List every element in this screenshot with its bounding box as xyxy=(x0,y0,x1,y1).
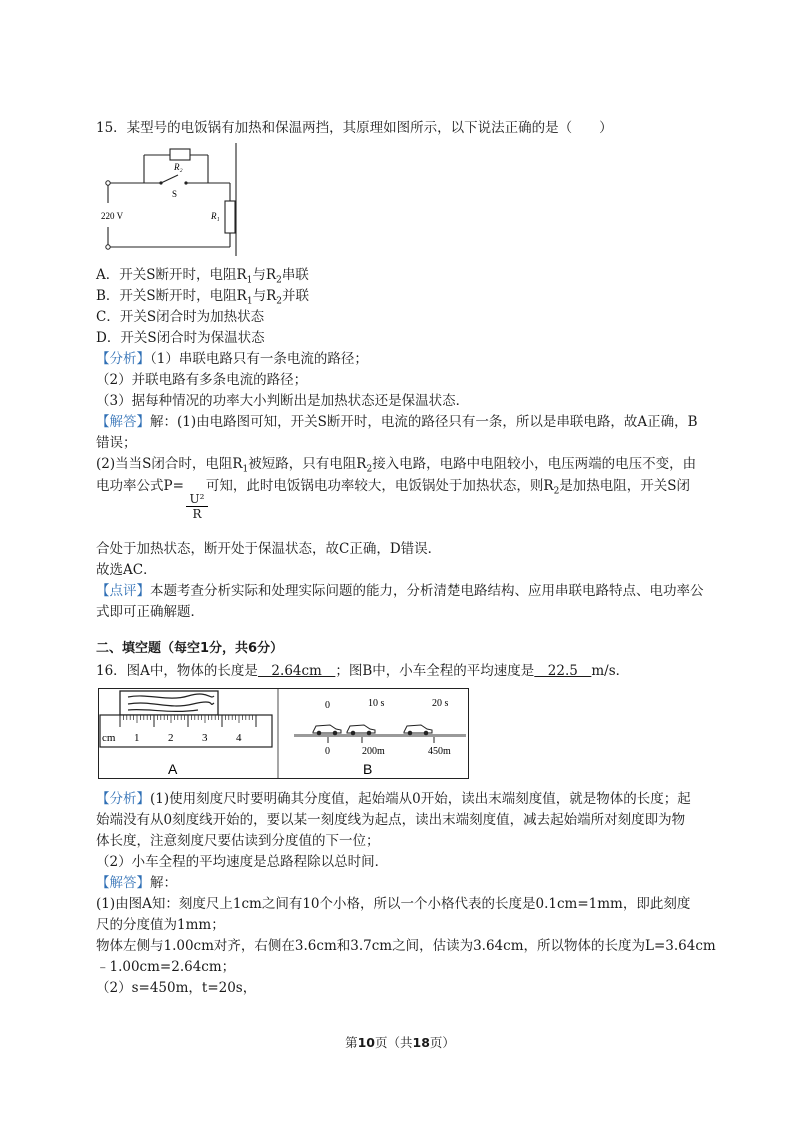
answer-blank-2: 22.5 xyxy=(534,663,592,679)
section-heading: 二、填空题（每空1分，共6分） xyxy=(96,641,284,656)
option-c: C．开关S闭合时为加热状态 xyxy=(96,309,265,325)
time-20s: 20 s xyxy=(432,698,449,709)
circuit-diagram xyxy=(98,143,240,258)
q16-solution-head: 【解答】解： xyxy=(96,875,177,891)
q15-solution-6: 故选AC． xyxy=(96,562,157,578)
q16-analysis-1: 【分析】(1)使用刻度尺时要明确其分度值，起始端从0开始，读出末端刻度值，就是物体的长度；起 xyxy=(96,791,691,807)
dist-200m: 200m xyxy=(362,746,385,757)
time-0: 0 xyxy=(325,700,330,711)
ruler-tick-4: 4 xyxy=(236,732,242,744)
figure-b-label: B xyxy=(363,761,373,777)
q16-analysis-2: 始端没有从0刻度线开始的，要以某一刻度线为起点，读出末端刻度值，减去起始端所对刻度即为物 xyxy=(96,812,686,828)
q16-solution-4: ﹣1.00cm=2.64cm； xyxy=(96,959,236,975)
q15-analysis-3: （3）据每种情况的功率大小判断出是加热状态还是保温状态． xyxy=(96,393,470,409)
page-number: 10 xyxy=(357,1035,375,1050)
formula-denominator: R xyxy=(192,507,202,521)
option-b: B．开关S断开时，电阻$R_1$与$R_2$并联 xyxy=(96,288,309,307)
r1-label: R₁ xyxy=(211,211,220,221)
car-icon-2 xyxy=(347,725,375,735)
car-icon-3 xyxy=(404,725,432,735)
q16-solution-3: 物体左侧与1.00cm对齐，右侧在3.6cm和3.7cm之间，估读为3.64cm，所以物体的长度为L=3.64cm xyxy=(96,938,716,954)
q16-analysis-3: 体长度，注意刻度尺要估读到分度值的下一位； xyxy=(96,833,380,849)
figure-a-b xyxy=(98,688,470,780)
q16-solution-1: (1)由图A知：刻度尺上1cm之间有10个小格，所以一个小格代表的长度是0.1cm=1mm，即此刻度 xyxy=(96,896,691,912)
q15-solution-5: 合处于加热状态，断开处于保温状态，故C正确，D错误． xyxy=(96,541,442,557)
answer-blank-1: 2.64cm xyxy=(257,663,336,679)
ruler-unit: cm xyxy=(102,732,116,744)
q15-solution-1: 【解答】解：(1)由电路图可知，开关S断开时，电流的路径只有一条，所以是串联电路，故A正确，B xyxy=(96,414,698,430)
q16-stem: 16．图A中，物体的长度是 2.64cm ；图B中，小车全程的平均速度是 22.5 m/s． xyxy=(96,663,630,679)
formula-numerator: U² xyxy=(186,492,208,507)
q15-review-1: 【点评】本题考查分析实际和处理实际问题的能力，分析清楚电路结构、应用串联电路特点、电功率公 xyxy=(96,583,704,599)
q16-solution-5: （2）s=450m，t=20s， xyxy=(96,980,257,996)
q15-analysis-1: 【分析】（1）串联电路只有一条电流的路径； xyxy=(96,351,368,367)
figure-a-label: A xyxy=(168,761,178,777)
q15-review-2: 式即可正确解题． xyxy=(96,604,204,620)
q15-solution-4: 电功率公式P= 可知，此时电饭锅电功率较大，电饭锅处于加热状态，则$R_2$是加热电阻，开关S闭 xyxy=(96,478,691,497)
option-a: A．开关S断开时，电阻$R_1$与$R_2$串联 xyxy=(96,267,309,286)
time-10s: 10 s xyxy=(368,698,385,709)
voltage-label: 220 V xyxy=(101,211,124,221)
ruler-tick-3: 3 xyxy=(202,732,208,744)
switch-label: S xyxy=(172,189,178,199)
r2-label: R₂ xyxy=(174,162,183,172)
car-track xyxy=(294,698,466,757)
option-d: D．开关S闭合时为保温状态 xyxy=(96,330,265,346)
ruler-tick-1: 1 xyxy=(134,732,140,744)
car-icon-1 xyxy=(313,725,341,735)
page-footer: 第10页（共18页） xyxy=(345,1035,455,1050)
q16-analysis-4: （2）小车全程的平均速度是总路程除以总时间． xyxy=(96,854,389,870)
q16-solution-2: 尺的分度值为1mm； xyxy=(96,917,225,933)
power-formula xyxy=(186,492,208,521)
q15-solution-2: 错误； xyxy=(96,435,137,451)
ruler xyxy=(100,691,272,747)
page-total: 18 xyxy=(412,1035,430,1050)
q15-stem: 15．某型号的电饭锅有加热和保温两挡，其原理如图所示，以下说法正确的是（ ） xyxy=(96,120,613,136)
q15-solution-3: (2)当当S闭合时，电阻$R_1$被短路，只有电阻$R_2$接入电路，电路中电阻较小，电压两端的电压不变，由 xyxy=(96,456,697,475)
q15-analysis-2: （2）并联电路有多条电流的路径； xyxy=(96,372,308,388)
ruler-tick-2: 2 xyxy=(168,732,174,744)
dist-450m: 450m xyxy=(428,746,451,757)
dist-0: 0 xyxy=(325,746,330,757)
